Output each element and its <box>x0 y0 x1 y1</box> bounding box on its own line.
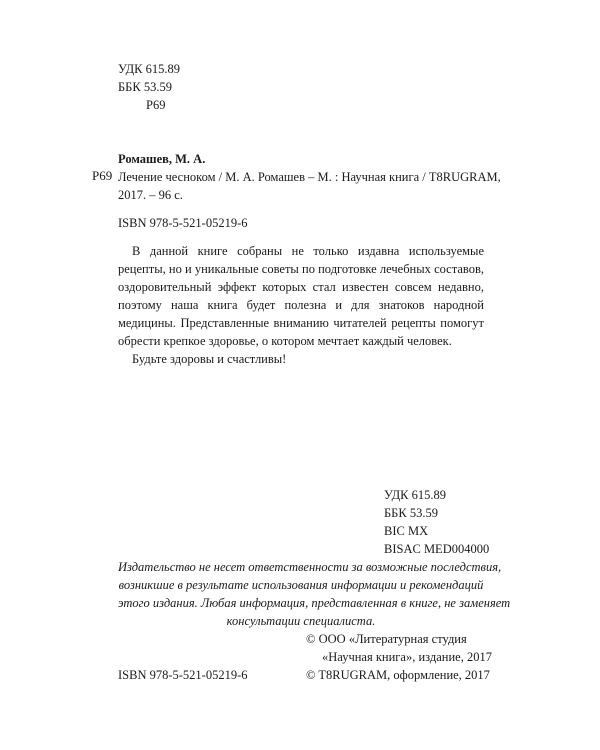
bbk-code: ББК 53.59 <box>118 80 172 94</box>
copyright-line: © T8RUGRAM, оформление, 2017 <box>306 668 490 682</box>
bibliographic-record <box>118 150 501 204</box>
abstract-paragraph: В данной книге собраны не только издавна используемые рецепты, но и уникальные советы по подготовке лечебных составов, оздоровительный эффект которых стал известен совсем недавно, поэтому наша книга будет полезна и для знатоков народной медицины. Представленные вниманию читателей рецепты помогут обрести крепкое здоровье, о котором мечтает каждый человек. <box>118 244 484 348</box>
margin-author-sign: Р69 <box>92 168 113 183</box>
abstract-closing: Будьте здоровы и счастливы! <box>132 352 287 366</box>
bbk-code: ББК 53.59 <box>384 506 438 520</box>
udk-code: УДК 615.89 <box>118 62 180 76</box>
title-line: Лечение чесноком / М. А. Ромашев – М. : Научная книга / T8RUGRAM, <box>118 170 501 184</box>
bic-code: BIC MX <box>384 524 429 538</box>
udk-code: УДК 615.89 <box>384 488 446 502</box>
classification-codes-right <box>384 486 489 558</box>
bisac-code: BISAC MED004000 <box>384 542 490 556</box>
isbn-top: ISBN 978-5-521-05219-6 <box>118 216 248 230</box>
author-sign-code: Р69 <box>146 98 166 112</box>
disclaimer-line: консультации специалиста. <box>226 614 376 628</box>
author-name: Ромашев, М. А. <box>118 152 206 166</box>
copyright-line: «Научная книга», издание, 2017 <box>322 650 492 664</box>
disclaimer-line: Издательство не несет ответственности за возможные последствия, <box>118 560 502 574</box>
publication-line: 2017. – 96 с. <box>118 188 183 202</box>
publisher-disclaimer <box>118 558 511 630</box>
copyright-line: © ООО «Литературная студия <box>306 632 467 646</box>
isbn-bottom: ISBN 978-5-521-05219-6 <box>118 668 248 682</box>
classification-codes-top <box>118 60 180 114</box>
disclaimer-line: возникшие в результате использования информации и рекомендаций <box>118 578 484 592</box>
disclaimer-line: этого издания. Любая информация, представленная в книге, не заменяет <box>118 596 511 610</box>
copyright-block <box>306 630 492 684</box>
abstract <box>118 242 484 368</box>
